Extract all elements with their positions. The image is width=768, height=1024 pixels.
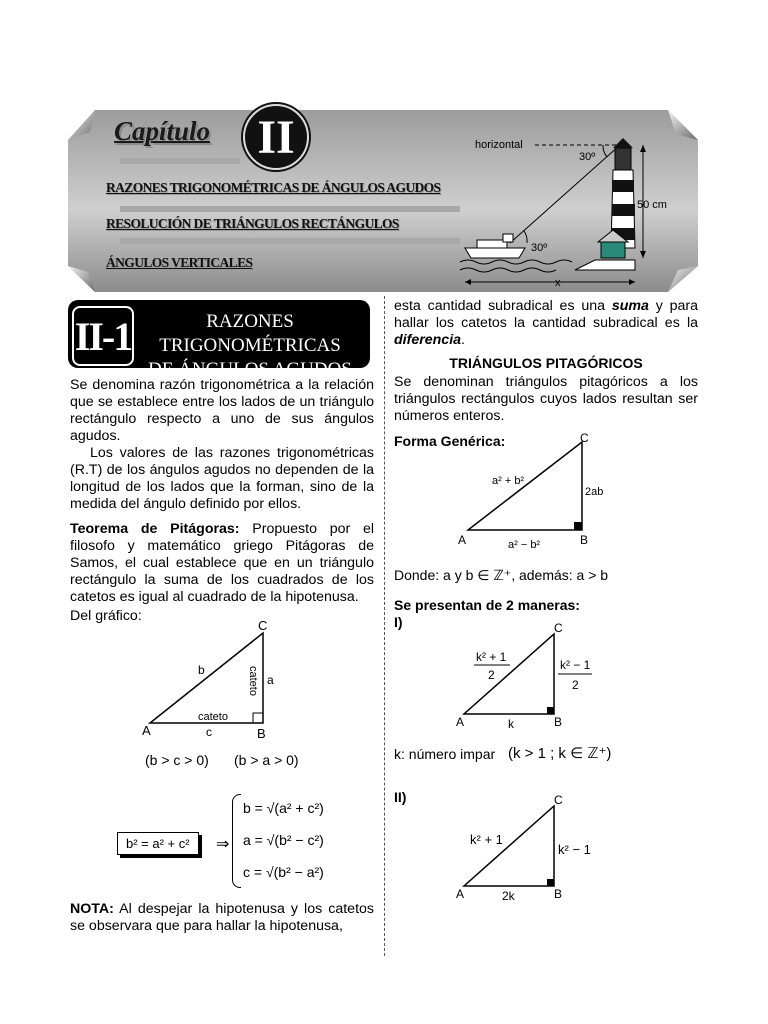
cont-text-3: . xyxy=(461,332,465,348)
nota-title: NOTA: xyxy=(70,901,114,917)
c1-vert-num: k² − 1 xyxy=(560,658,591,672)
donde-line xyxy=(394,567,608,584)
pythagoras-paragraph xyxy=(70,521,374,606)
k-note: k: número impar xyxy=(394,746,496,762)
formula-c: c = √(b² − a²) xyxy=(243,864,324,880)
g-hyp: a² + b² xyxy=(492,475,525,487)
cateto-horizontal: cateto xyxy=(198,711,228,723)
vertex-C: C xyxy=(258,618,268,633)
case-2-triangle xyxy=(454,792,604,904)
vertex-A: A xyxy=(142,723,151,738)
x-label: x xyxy=(555,277,561,289)
c1-base: k xyxy=(508,717,514,731)
side-c: c xyxy=(206,725,212,739)
g-base: a² − b² xyxy=(508,539,541,551)
donde-label: Donde: xyxy=(394,567,440,583)
implies-symbol: ⇒ xyxy=(216,836,230,853)
c2-vert: k² − 1 xyxy=(558,842,591,857)
cont-bold-suma: suma xyxy=(611,298,649,314)
pythagorean-heading: TRIÁNGULOS PITAGÓRICOS xyxy=(449,355,643,371)
c2-base: 2k xyxy=(502,889,515,903)
horizontal-label: horizontal xyxy=(475,139,523,151)
case-1-triangle xyxy=(454,620,604,732)
pythagoras-title: Teorema de Pitágoras: xyxy=(70,521,240,537)
c1-hyp-num: k² + 1 xyxy=(476,650,507,664)
angle-top-label: 30º xyxy=(579,151,596,163)
continuation-paragraph xyxy=(394,298,698,349)
nota-text: Al despejar la hipotenusa y los catetos se observara que para hallar la hipotenusa, xyxy=(70,901,374,934)
vertex-B: B xyxy=(257,726,266,741)
topic-2: RESOLUCIÓN DE TRIÁNGULOS RECTÁNGULOS xyxy=(106,216,399,231)
ways-label: Se presentan de 2 maneras: xyxy=(394,597,580,613)
g-vert: 2ab xyxy=(585,486,604,498)
section-title xyxy=(132,310,368,382)
column-divider xyxy=(384,296,385,956)
section-title-line1: RAZONES TRIGONOMÉTRICAS xyxy=(159,311,341,356)
inequality-2: (b > a > 0) xyxy=(234,752,299,768)
donde-expr: a y b ∈ ℤ⁺, además: a > b xyxy=(443,567,609,583)
c1-hyp-den: 2 xyxy=(488,668,495,682)
pythagoras-triangle xyxy=(140,618,290,742)
g-vertex-A: A xyxy=(458,533,467,547)
topic-3: ÁNGULOS VERTICALES xyxy=(106,255,253,270)
formula-brace xyxy=(232,794,241,888)
g-vertex-C: C xyxy=(580,431,589,445)
del-grafico: Del gráfico: xyxy=(70,608,142,624)
chapter-title: Capítulo xyxy=(114,116,211,146)
side-b: b xyxy=(198,663,205,677)
lighthouse-figure xyxy=(455,130,685,290)
section-code: II-1 xyxy=(72,306,134,366)
c1-vertex-B: B xyxy=(554,715,563,729)
nota-paragraph xyxy=(70,901,374,935)
side-a: a xyxy=(267,673,274,687)
c1-vertex-C: C xyxy=(554,621,563,635)
cont-text-1: esta cantidad subradical es una xyxy=(394,298,612,314)
k-condition: (k > 1 ; k ∈ ℤ⁺) xyxy=(508,745,612,762)
formula-b: b = √(a² + c²) xyxy=(243,800,324,816)
cont-text-2: y para hallar los catetos la cantidad subradical es la xyxy=(394,298,698,331)
section-title-line2: DE ÁNGULOS AGUDOS xyxy=(148,359,352,380)
c2-hyp: k² + 1 xyxy=(470,832,503,847)
pythagorean-paragraph: Se denominan triángulos pitagóricos a los triángulos rectángulos cuyos lados resultan ser números enteros. xyxy=(394,374,698,424)
g-vertex-B: B xyxy=(580,533,589,547)
case-1-label: I) xyxy=(394,614,403,630)
formula-a: a = √(b² − c²) xyxy=(243,832,324,848)
height-label: 50 cm xyxy=(637,199,667,211)
intro-paragraph-2: Los valores de las razones trigonométricas (R.T) de los ángulos agudos no dependen de la longitud de los lados que la forman, sino de la medida del ángulo definido por ellos. xyxy=(70,445,374,512)
c2-vertex-C: C xyxy=(554,793,563,807)
cont-bold-diferencia: diferencia xyxy=(394,332,462,348)
cateto-vertical: cateto xyxy=(247,666,259,696)
pythagoras-text: Propuesto por el filosofo y matemático griego Pitágoras de Samos, el cual establece que en un triángulo rectángulo la suma de los cuadrados de los catetos es igual al cuadrado de la hipotenusa. xyxy=(70,521,374,605)
generic-form-label: Forma Genérica: xyxy=(394,433,506,449)
main-formula-box: b² = a² + c² xyxy=(117,832,199,855)
case-2-label: II) xyxy=(394,789,407,805)
chapter-number-badge: II xyxy=(243,104,309,170)
angle-bottom-label: 30º xyxy=(531,242,548,254)
generic-triangle xyxy=(454,430,614,552)
topic-1: RAZONES TRIGONOMÉTRICAS DE ÁNGULOS AGUDOS xyxy=(106,180,441,195)
intro-paragraph-1: Se denomina razón trigonométrica a la relación que se establece entre los lados de un triángulo rectángulo respecto a uno de sus ángulos agudos. xyxy=(70,377,374,444)
c1-vertex-A: A xyxy=(456,715,465,729)
c2-vertex-A: A xyxy=(456,887,465,901)
c2-vertex-B: B xyxy=(554,887,563,901)
inequality-1: (b > c > 0) xyxy=(145,752,209,768)
c1-vert-den: 2 xyxy=(572,678,579,692)
